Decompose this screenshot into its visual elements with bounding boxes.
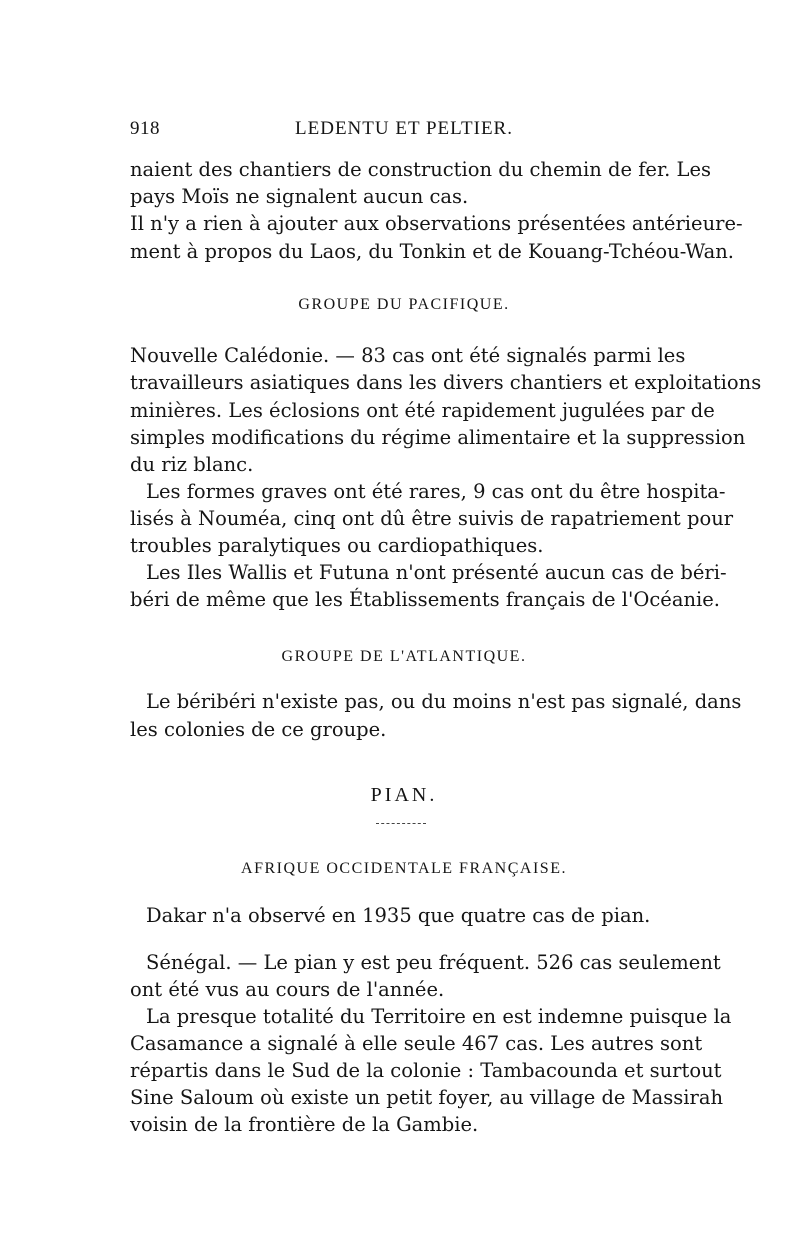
text-line: Casamance a signalé à elle seule 467 cas. Les autres sont [130,1032,703,1055]
text-line: travailleurs asiatiques dans les divers chantiers et exploitations [130,371,762,394]
text-line: Sine Saloum où existe un petit foyer, au village de Massirah [130,1086,724,1109]
divider [376,823,426,824]
text-line: voisin de la frontière de la Gambie. [130,1113,479,1136]
text-line: Les formes graves ont été rares, 9 cas ont du être hospita- [146,480,726,503]
text-line: béri de même que les Établissements français de l'Océanie. [130,588,720,611]
text-line: naient des chantiers de construction du chemin de fer. Les [130,158,712,181]
text-line: les colonies de ce groupe. [130,718,387,741]
text-line: Dakar n'a observé en 1935 que quatre cas de pian. [146,904,651,927]
text-line: du riz blanc. [130,453,254,476]
section-heading: AFRIQUE OCCIDENTALE FRANÇAISE. [241,860,567,877]
text-line: ont été vus au cours de l'année. [130,978,445,1001]
text-line: simples modifications du régime alimentaire et la suppression [130,426,746,449]
page-number: 918 [130,118,160,139]
text-line: Les Iles Wallis et Futuna n'ont présenté aucun cas de béri- [146,561,727,584]
text-line: Il n'y a rien à ajouter aux observations présentées antérieure- [130,212,743,235]
text-line: ment à propos du Laos, du Tonkin et de Kouang-Tchéou-Wan. [130,240,734,263]
chapter-heading: PIAN. [370,784,438,806]
section-heading: GROUPE DE L'ATLANTIQUE. [281,648,527,665]
text-line: Le béribéri n'existe pas, ou du moins n'est pas signalé, dans [146,690,742,713]
text-line: Sénégal. — Le pian y est peu fréquent. 526 cas seulement [146,951,721,974]
running-title: LEDENTU ET PELTIER. [295,118,513,139]
section-heading: GROUPE DU PACIFIQUE. [298,296,510,313]
text-line: La presque totalité du Territoire en est indemne puisque la [146,1005,732,1028]
page-header [130,118,678,148]
text-line: minières. Les éclosions ont été rapidement jugulées par de [130,399,715,422]
text-line: répartis dans le Sud de la colonie : Tambacounda et surtout [130,1059,722,1082]
text-line: Nouvelle Calédonie. — 83 cas ont été signalés parmi les [130,344,686,367]
text-line: lisés à Nouméa, cinq ont dû être suivis de rapatriement pour [130,507,734,530]
text-line: pays Moïs ne signalent aucun cas. [130,185,469,208]
text-line: troubles paralytiques ou cardiopathiques. [130,534,544,557]
